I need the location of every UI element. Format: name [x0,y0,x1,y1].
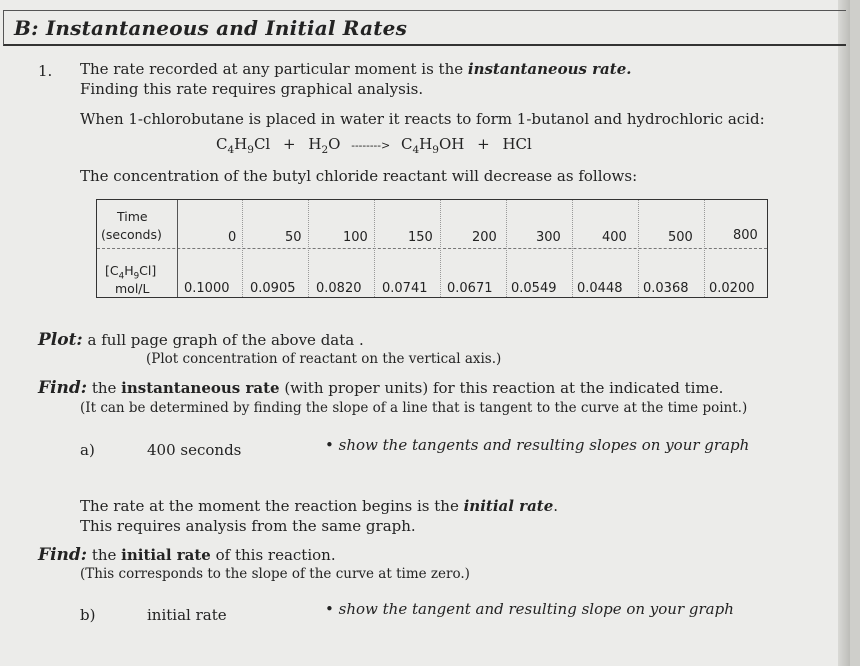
part-a-bullet-text: show the tangents and resulting slopes on your graph [338,436,750,454]
equation-plus-1: + [283,135,296,153]
find-initial-note: (This corresponds to the slope of the curve at time zero.) [80,566,470,582]
intro-line-1-text: The rate recorded at any particular moment is the [80,60,468,78]
conc-cell: 0.0820 [316,281,362,296]
time-cell: 150 [408,230,433,245]
table-col-divider [440,200,441,297]
page-edge [838,0,850,666]
time-row-label: Time [117,209,148,224]
conc-cell: 0.0448 [577,281,623,296]
initial-rate-line-2: This requires analysis from the same graph. [80,517,416,535]
reaction-description: When 1-chlorobutane is placed in water it reacts to form 1-butanol and hydrochloric acid: [80,110,765,128]
initial-rate-term: initial rate [463,497,554,515]
initial-line-pre: The rate at the moment the reaction begins is the [80,497,464,515]
initial-rate-line-1 [80,497,558,515]
table-col-divider [374,200,375,297]
find-label: Find: [38,378,88,398]
time-cell: 50 [285,230,302,245]
part-b-letter: b) [80,606,96,624]
instantaneous-rate-term: instantaneous rate. [467,60,632,78]
find-text-pre: the [87,379,122,397]
time-cell: 0 [228,230,237,245]
time-cell: 300 [536,230,561,245]
find2-text-post: of this reaction. [210,546,336,564]
conc-cell: 0.0368 [643,281,689,296]
time-cell: 400 [602,230,627,245]
conc-cell: 0.0905 [250,281,296,296]
conc-cell: 0.0671 [447,281,493,296]
initial-rate-bold: initial rate [121,546,211,564]
table-col-divider [506,200,507,297]
bullet-icon: • [325,436,334,454]
bullet-icon: • [325,600,334,618]
chemical-equation [216,135,532,156]
table-col-divider [638,200,639,297]
part-a-instruction [325,436,749,454]
data-table [96,199,768,298]
plot-instruction [38,330,364,350]
find-instantaneous [38,378,723,398]
part-b-bullet-text: show the tangent and resulting slope on your graph [338,600,734,618]
part-b-instruction [325,600,734,618]
part-a-letter: a) [80,441,95,459]
conc-cell: 0.0741 [382,281,428,296]
find2-text-pre: the [87,546,122,564]
concentration-intro: The concentration of the butyl chloride reactant will decrease as follows: [80,167,638,185]
time-row-unit: (seconds) [101,227,162,242]
plot-label: Plot: [38,330,83,350]
section-title: B: Instantaneous and Initial Rates [14,16,408,40]
time-cell: 800 [733,228,758,243]
find-initial [38,545,336,565]
equation-reactant-2: $H_2O$ [308,135,341,156]
initial-line-post: . [553,497,559,515]
item-number: 1. [38,62,53,80]
plot-note: (Plot concentration of reactant on the vertical axis.) [146,351,502,367]
instantaneous-rate-bold: instantaneous rate [121,379,280,397]
conc-cell: 0.0200 [709,281,755,296]
conc-cell: 0.0549 [511,281,557,296]
conc-cell: 0.1000 [184,281,230,296]
part-b-text: initial rate [147,606,227,624]
equation-reactant-1: $C_4H_9Cl$ [216,135,271,156]
conc-row-label: $[C_4H_9Cl]$ [105,263,157,282]
equation-product-1: $C_4H_9OH$ [400,135,465,156]
find-text-post: (with proper units) for this reaction at the indicated time. [279,379,724,397]
table-col-divider [572,200,573,297]
equation-product-2: HCl [502,135,532,153]
table-row-divider [97,248,767,249]
plot-text: a full page graph of the above data . [82,331,364,349]
time-cell: 200 [472,230,497,245]
find-instantaneous-note: (It can be determined by finding the slope of a line that is tangent to the curve at the time point.) [80,400,748,416]
reaction-arrow: --------> [351,139,391,152]
table-col-divider [704,200,705,297]
table-col-divider [308,200,309,297]
intro-line-1 [80,60,631,78]
conc-row-unit: mol/L [115,281,150,296]
part-a-text: 400 seconds [147,441,242,459]
time-cell: 500 [668,230,693,245]
find-label: Find: [38,545,88,565]
table-col-divider [242,200,243,297]
intro-line-2: Finding this rate requires graphical analysis. [80,80,424,98]
table-label-divider [177,200,178,297]
time-cell: 100 [343,230,368,245]
equation-plus-2: + [477,135,490,153]
